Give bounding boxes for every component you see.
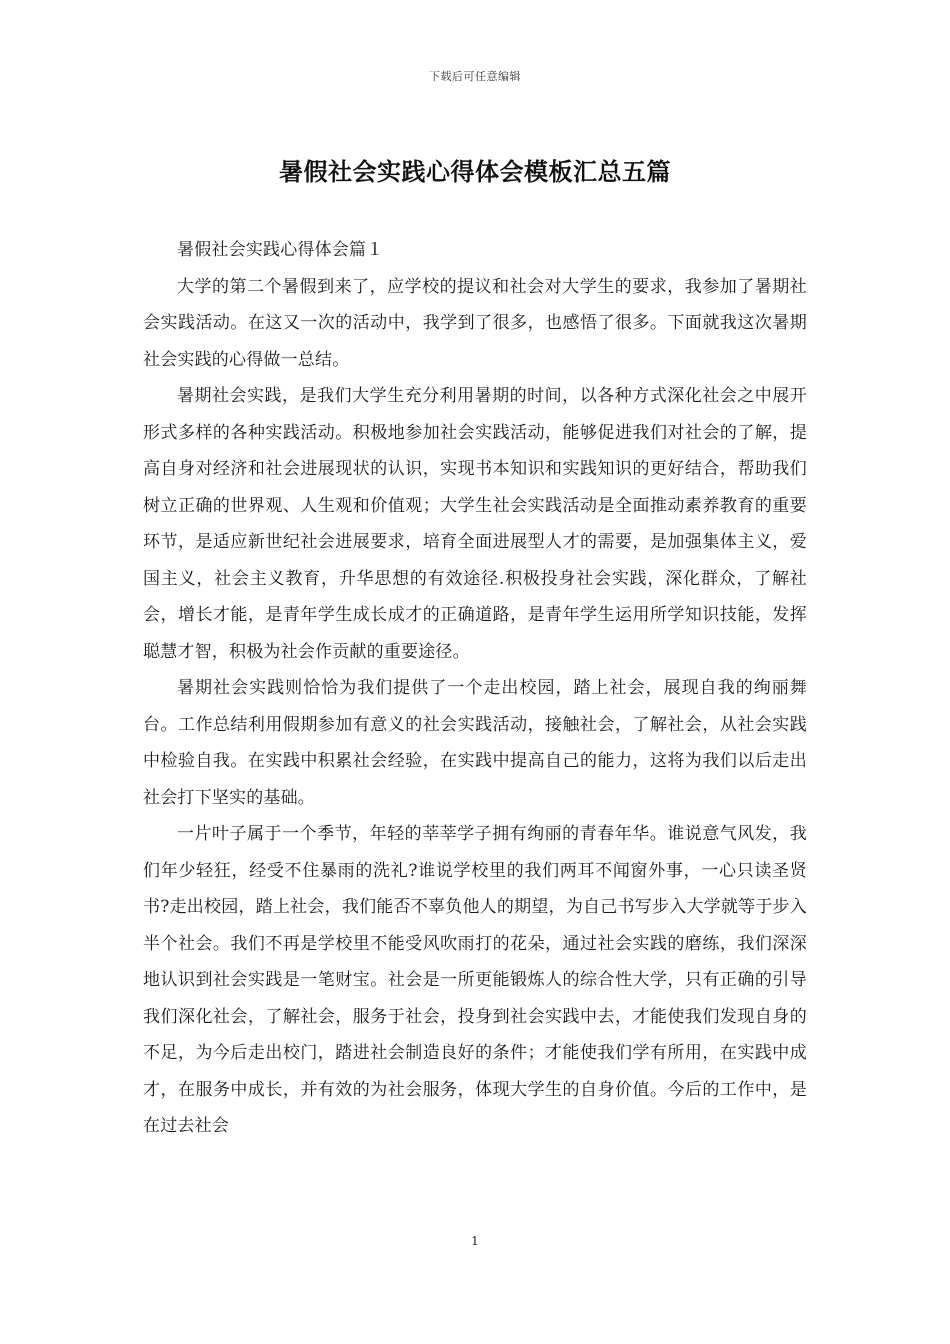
paragraph-3: 暑期社会实践则恰恰为我们提供了一个走出校园，踏上社会，展现自我的绚丽舞台。工作总结利用假期参加有意义的社会实践活动，接触社会，了解社会，从社会实践中检验自我。在实践中积累社会经验，在实践中提高自己的能力，这将为我们以后走出社会打下坚实的基础。 (143, 678, 807, 808)
section-heading: 暑假社会实践心得体会篇１ (177, 240, 384, 260)
document-title: 暑假社会实践心得体会模板汇总五篇 (279, 157, 671, 186)
page-header: 下载后可任意编辑 (429, 70, 521, 83)
document-body (143, 232, 807, 1145)
paragraph-4: 一片叶子属于一个季节，年轻的莘莘学子拥有绚丽的青春年华。谁说意气风发，我们年少轻狂，经受不住暴雨的洗礼?谁说学校里的我们两耳不闻窗外事，一心只读圣贤书?走出校园，踏上社会，我们能否不辜负他人的期望，为自己书写步入大学就等于步入半个社会。我们不再是学校里不能受风吹雨打的花朵，通过社会实践的磨练，我们深深地认识到社会实践是一笔财宝。社会是一所更能锻炼人的综合性大学，只有正确的引导我们深化社会，了解社会，服务于社会，投身到社会实践中去，才能使我们发现自身的不足，为今后走出校门，踏进社会制造良好的条件；才能使我们学有所用，在实践中成才，在服务中成长，并有效的为社会服务，体现大学生的自身价值。今后的工作中，是在过去社会 (143, 824, 807, 1136)
paragraph-1: 大学的第二个暑假到来了，应学校的提议和社会对大学生的要求，我参加了暑期社会实践活动。在这又一次的活动中，我学到了很多，也感悟了很多。下面就我这次暑期社会实践的心得做一总结。 (143, 276, 807, 370)
page-number: 1 (471, 1234, 479, 1248)
paragraph-2: 暑期社会实践，是我们大学生充分利用暑期的时间，以各种方式深化社会之中展开形式多样的各种实践活动。积极地参加社会实践活动，能够促进我们对社会的了解，提高自身对经济和社会进展现状的认识，实现书本知识和实践知识的更好结合，帮助我们树立正确的世界观、人生观和价值观；大学生社会实践活动是全面推动素养教育的重要环节，是适应新世纪社会进展要求，培育全面进展型人才的需要，是加强集体主义，爱国主义，社会主义教育，升华思想的有效途径.积极投身社会实践，深化群众，了解社会，增长才能，是青年学生成长成才的正确道路，是青年学生运用所学知识技能，发挥聪慧才智，积极为社会作贡献的重要途径。 (143, 386, 807, 662)
